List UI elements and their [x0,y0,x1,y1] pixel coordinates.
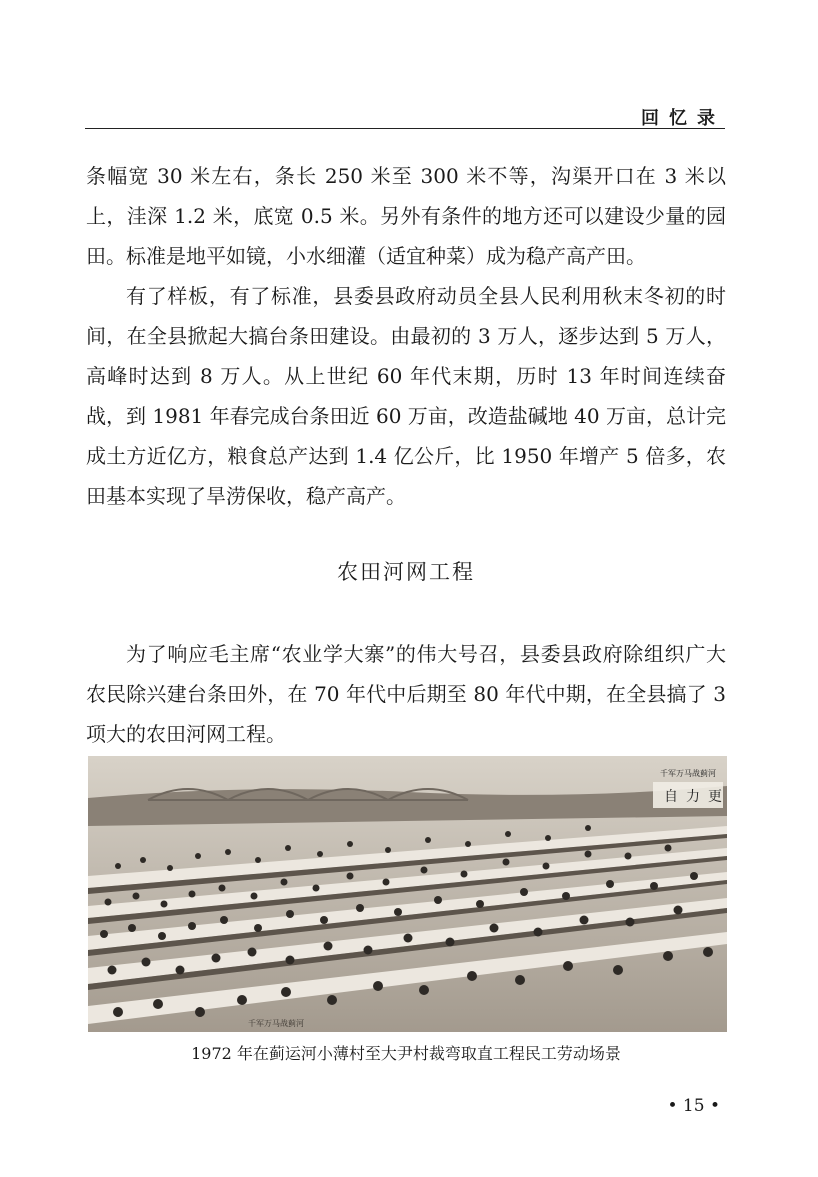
paragraph-1: 条幅宽 30 米左右，条长 250 米至 300 米不等，沟渠开口在 3 米以上，洼深 1.2 米，底宽 0.5 米。另外有条件的地方还可以建设少量的园田。标准是地平如镜，小水细灌（适宜种菜）成为稳产高产田。 [86,164,726,268]
banner-char-1: 自 [664,789,678,805]
paragraph-3: 为了响应毛主席“农业学大寨”的伟大号召，县委县政府除组织广大农民除兴建台条田外，在 70 年代中后期至 80 年代中期，在全县搞了 3 项大的农田河网工程。 [86,642,726,746]
banner-char-3: 更 [708,789,722,805]
banner-char-2: 力 [686,789,700,805]
banner-top-text: 千军万马战蓟河 [660,769,716,778]
banner-bottom-text: 千军万马战蓟河 [248,1019,304,1028]
section-heading: 农田河网工程 [337,560,475,584]
page-number: • 15 • [667,1096,720,1116]
header-rule [85,128,725,129]
labor-scene-photo [88,756,727,1032]
photo-caption: 1972 年在蓟运河小薄村至大尹村裁弯取直工程民工劳动场景 [191,1044,621,1063]
running-header: 回忆录 [641,108,725,129]
paragraph-2: 有了样板，有了标准，县委县政府动员全县人民利用秋末冬初的时间，在全县掀起大搞台条田建设。由最初的 3 万人，逐步达到 5 万人，高峰时达到 8 万人。从上世纪 60 年代末期，历时 13 年时间连续奋战，到 1981 年春完成台条田近 60 万亩，改造盐碱地 40 万亩，总计完成土方近亿方，粮食总产达到 1.4 亿公斤，比 1950 年增产 5 倍多，农田基本实现了旱涝保收，稳产高产。 [86,284,726,508]
